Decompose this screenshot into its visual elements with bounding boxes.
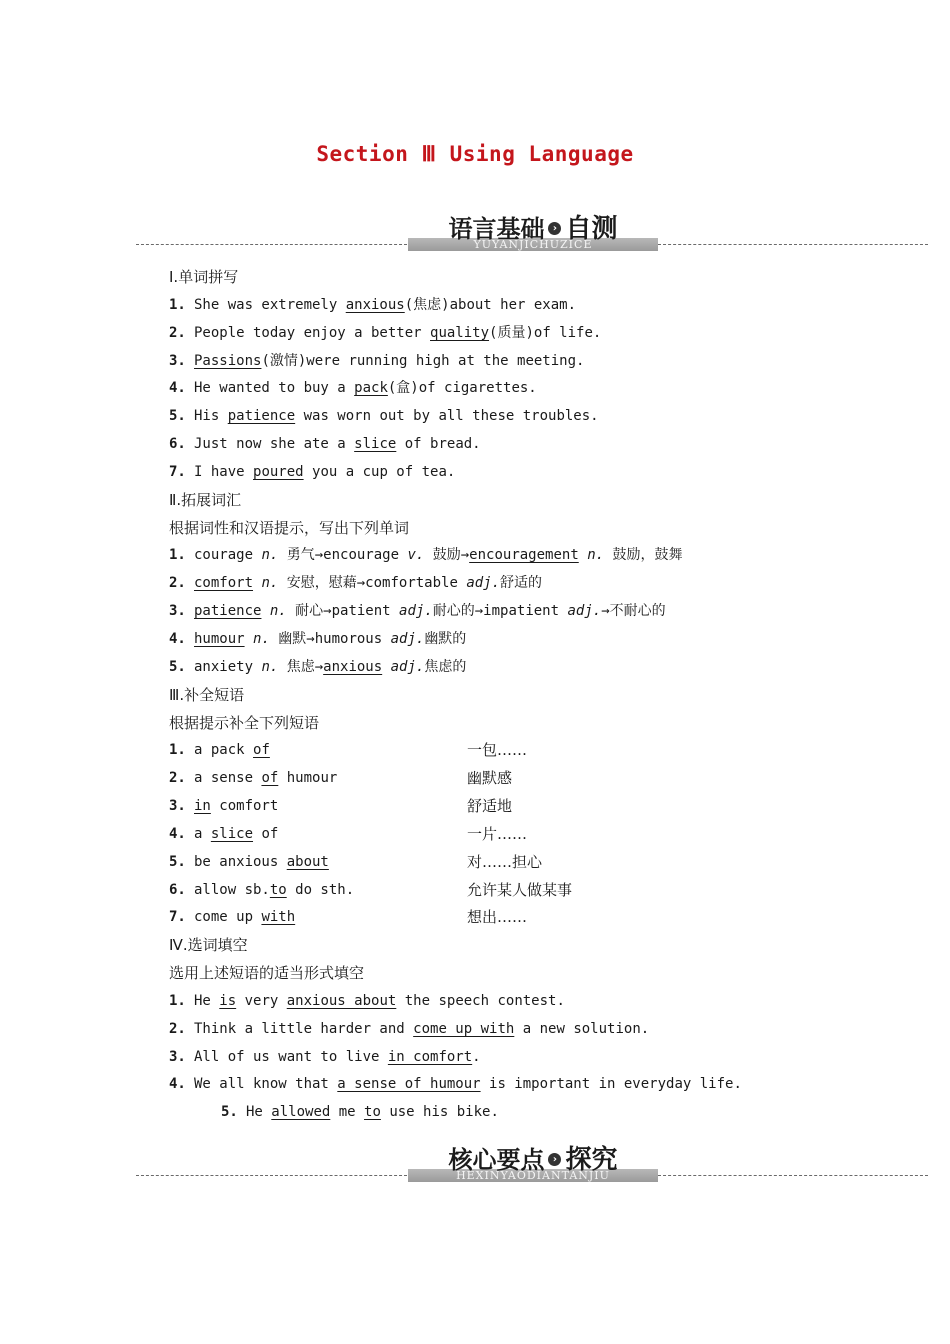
answer: to <box>269 881 287 898</box>
banner-heading <box>408 1139 658 1176</box>
meaning: 对……担心 <box>467 852 543 871</box>
section-heading: Ⅰ.单词拼写 <box>169 268 239 286</box>
list-item: 4. a slice of 一片…… <box>169 821 909 849</box>
answer: quality <box>430 324 490 341</box>
list-item: 3. in comfort 舒适地 <box>169 793 909 821</box>
meaning: 舒适地 <box>467 797 513 816</box>
answer: is <box>219 992 237 1009</box>
list-item: 5. His patience was worn out by all these troubles. <box>169 408 599 425</box>
list-item: 4. We all know that a sense of humour is important in everyday life. <box>169 1076 742 1093</box>
section-banner-core-points <box>136 1141 928 1189</box>
answer: about <box>286 853 329 870</box>
section-heading: Ⅱ.拓展词汇 <box>169 490 242 509</box>
answer: Passions <box>194 352 262 369</box>
answer: slice <box>210 825 254 842</box>
divider-right <box>658 244 928 245</box>
list-item: 2. a sense of humour 幽默感 <box>169 765 909 793</box>
list-item: 4. humour n. 幽默→humorous adj.幽默的 <box>169 630 467 647</box>
answer: anxious about <box>286 992 397 1009</box>
answer: anxious <box>323 658 383 675</box>
banner-heading-b: 探究 <box>565 1145 618 1175</box>
banner-heading <box>408 208 658 245</box>
answer: in <box>194 798 211 815</box>
list-item: 6. allow sb.to do sth. 允许某人做某事 <box>169 877 909 905</box>
arrow-icon: › <box>548 1153 561 1166</box>
banner-pinyin: YUYANJICHUZICE <box>408 238 658 251</box>
divider-left <box>136 244 407 245</box>
meaning: 一片…… <box>467 824 528 843</box>
arrow-icon: › <box>548 222 561 235</box>
section-instruction: 选用上述短语的适当形式填空 <box>169 964 365 983</box>
list-item: 7. I have poured you a cup of tea. <box>169 463 456 480</box>
section-banner-self-test <box>136 210 928 258</box>
list-item: 7. come up with 想出…… <box>169 904 909 932</box>
answer: anxious <box>345 296 405 313</box>
list-item: 2. People today enjoy a better quality(质量)of life. <box>169 324 602 341</box>
meaning: 允许某人做某事 <box>467 880 573 899</box>
list-item: 1. She was extremely anxious(焦虑)about her exam. <box>169 296 577 313</box>
answer: comfort <box>194 575 254 592</box>
answer: patience <box>194 603 262 620</box>
page-title: Section Ⅲ Using Language <box>316 142 634 166</box>
answer: in comfort <box>387 1048 473 1065</box>
divider-right <box>658 1175 928 1176</box>
meaning: 一包…… <box>467 741 528 760</box>
banner-pinyin: HEXINYAODIANTANJIU <box>408 1169 658 1182</box>
answer: humour <box>194 630 245 647</box>
answer: patience <box>227 408 296 425</box>
answer: with <box>261 909 296 926</box>
answer: of <box>261 770 279 787</box>
list-item: 3. patience n. 耐心→patient adj.耐心的→impatient adj.→不耐心的 <box>169 603 666 620</box>
list-item: 1. a pack of 一包…… <box>169 737 909 765</box>
meaning: 幽默感 <box>467 769 513 788</box>
list-item: 2. Think a little harder and come up with a new solution. <box>169 1020 650 1037</box>
section-instruction: 根据词性和汉语提示，写出下列单词 <box>169 518 410 537</box>
answer: of <box>253 742 270 759</box>
divider-left <box>136 1175 407 1176</box>
meaning: 想出…… <box>467 908 528 927</box>
answer: encouragement <box>469 547 579 564</box>
list-item: 5. anxiety n. 焦虑→anxious adj.焦虑的 <box>169 658 467 675</box>
section-heading: Ⅲ.补全短语 <box>169 685 245 704</box>
answer: pack <box>354 380 388 397</box>
list-item: 1. He is very anxious about the speech contest. <box>169 992 565 1009</box>
list-item: 3. All of us want to live in comfort. <box>169 1048 481 1065</box>
section-instruction: 根据提示补全下列短语 <box>169 713 320 732</box>
answer: a sense of humour <box>337 1076 481 1093</box>
answer: allowed <box>271 1104 331 1121</box>
list-item: 2. comfort n. 安慰，慰藉→comfortable adj.舒适的 <box>169 575 543 592</box>
banner-heading-a: 核心要点 <box>448 1146 545 1174</box>
section-heading: Ⅳ.选词填空 <box>169 936 248 955</box>
answer: slice <box>354 436 397 453</box>
list-item: 1. courage n. 勇气→encourage v. 鼓励→encouragement n. 鼓励，鼓舞 <box>169 547 683 564</box>
answer: to <box>364 1104 381 1121</box>
answer: poured <box>253 463 304 480</box>
list-item: 5. be anxious about 对……担心 <box>169 849 909 877</box>
list-item: 5. He allowed me to use his bike. <box>221 1104 499 1121</box>
list-item: 3. Passions(激情)were running high at the meeting. <box>169 352 585 369</box>
exercise-content <box>169 264 909 1127</box>
answer: come up with <box>413 1020 515 1037</box>
list-item: 4. He wanted to buy a pack(盒)of cigarettes. <box>169 380 537 397</box>
banner-heading-a: 语言基础 <box>448 215 545 243</box>
list-item: 6. Just now she ate a slice of bread. <box>169 436 481 453</box>
banner-heading-b: 自测 <box>565 214 618 244</box>
